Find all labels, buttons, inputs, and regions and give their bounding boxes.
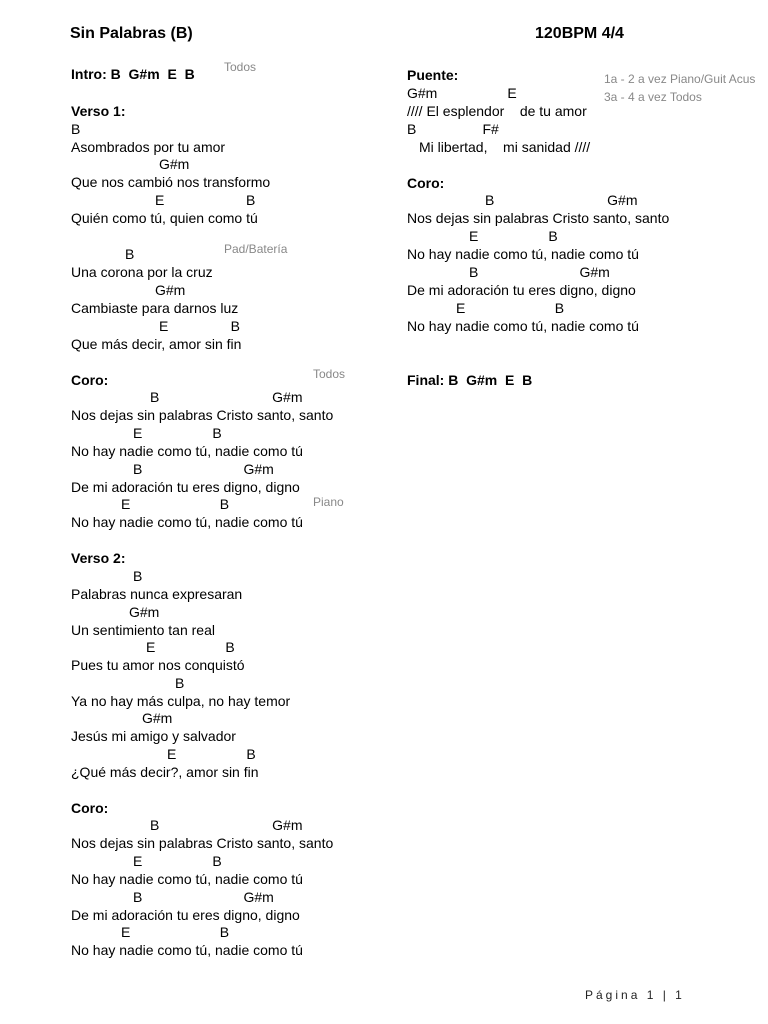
coro2-chord: B G#m: [150, 817, 303, 833]
coro3-heading: Coro:: [407, 175, 445, 191]
verso1-lyric: Cambiaste para darnos luz: [71, 300, 239, 316]
verso1-lyric: Una corona por la cruz: [71, 264, 213, 280]
puente-lyric: //// El esplendor de tu amor: [407, 103, 587, 119]
verso2-lyric: Pues tu amor nos conquistó: [71, 657, 245, 673]
coro1-lyric: No hay nadie como tú, nadie como tú: [71, 443, 303, 459]
verso2-chord: E B: [167, 746, 256, 762]
verso2-lyric: Jesús mi amigo y salvador: [71, 728, 236, 744]
puente-lyric: Mi libertad, mi sanidad ////: [419, 139, 591, 155]
coro2-lyric: De mi adoración tu eres digno, digno: [71, 907, 300, 923]
verso2-heading: Verso 2:: [71, 550, 126, 566]
puente-chord: B F#: [407, 121, 499, 137]
verso1-chord: B: [125, 246, 135, 262]
verso2-chord: G#m: [129, 604, 160, 620]
coro2-chord: E B: [121, 924, 230, 940]
verso2-chord: B: [133, 568, 143, 584]
coro3-lyric: No hay nadie como tú, nadie como tú: [407, 318, 639, 334]
coro1-chord: B G#m: [150, 389, 303, 405]
verso1-lyric: Quién como tú, quien como tú: [71, 210, 258, 226]
coro2-chord: B G#m: [133, 889, 274, 905]
verso2-chord: G#m: [142, 710, 173, 726]
verso1-lyric: Que más decir, amor sin fin: [71, 336, 242, 352]
verso2-lyric: Un sentimiento tan real: [71, 622, 215, 638]
verso2-lyric: Ya no hay más culpa, no hay temor: [71, 693, 291, 709]
verso2-chord: E B: [146, 639, 235, 655]
final-line: Final: B G#m E B: [407, 372, 533, 388]
coro1-chord: E B: [121, 496, 230, 512]
coro3-lyric: De mi adoración tu eres digno, digno: [407, 282, 636, 298]
verso1-chord: G#m: [155, 282, 186, 298]
puente-heading: Puente:: [407, 67, 459, 83]
coro3-chord: B G#m: [469, 264, 610, 280]
pad-bateria-note: Pad/Batería: [224, 242, 288, 256]
coro1-lyric: De mi adoración tu eres digno, digno: [71, 479, 300, 495]
coro1-todos-note: Todos: [313, 367, 346, 381]
verso1-chord: B: [71, 121, 81, 137]
verso1-chord: G#m: [159, 156, 190, 172]
song-title: Sin Palabras (B): [70, 25, 193, 42]
coro3-chord: E B: [456, 300, 565, 316]
coro1-lyric: Nos dejas sin palabras Cristo santo, santo: [71, 407, 334, 423]
coro1-heading: Coro:: [71, 372, 109, 388]
coro3-lyric: Nos dejas sin palabras Cristo santo, santo: [407, 210, 670, 226]
coro1-piano-note: Piano: [313, 495, 344, 509]
intro-note: Todos: [224, 60, 257, 74]
verso1-lyric: Asombrados por tu amor: [71, 139, 226, 155]
coro2-chord: E B: [133, 853, 222, 869]
verso1-chord: E B: [159, 318, 240, 334]
coro3-chord: B G#m: [485, 192, 638, 208]
page-number: Página 1 | 1: [585, 988, 685, 1002]
coro1-lyric: No hay nadie como tú, nadie como tú: [71, 514, 303, 530]
coro2-heading: Coro:: [71, 800, 109, 816]
puente-note-1: 1a - 2 a vez Piano/Guit Acus: [604, 72, 756, 86]
coro1-chord: E B: [133, 425, 222, 441]
coro1-chord: B G#m: [133, 461, 274, 477]
coro2-lyric: No hay nadie como tú, nadie como tú: [71, 942, 303, 958]
coro3-chord: E B: [469, 228, 558, 244]
puente-note-2: 3a - 4 a vez Todos: [604, 90, 702, 104]
verso1-chord: E B: [155, 192, 256, 208]
intro-line: Intro: B G#m E B: [71, 66, 195, 82]
coro2-lyric: No hay nadie como tú, nadie como tú: [71, 871, 303, 887]
verso2-lyric: Palabras nunca expresaran: [71, 586, 243, 602]
coro3-lyric: No hay nadie como tú, nadie como tú: [407, 246, 639, 262]
tempo-meter: 120BPM 4/4: [535, 25, 624, 42]
verso1-lyric: Que nos cambió nos transformo: [71, 174, 271, 190]
puente-chord: G#m E: [407, 85, 517, 101]
coro2-lyric: Nos dejas sin palabras Cristo santo, santo: [71, 835, 334, 851]
verso1-heading: Verso 1:: [71, 103, 126, 119]
verso2-chord: B: [175, 675, 185, 691]
verso2-lyric: ¿Qué más decir?, amor sin fin: [71, 764, 259, 780]
